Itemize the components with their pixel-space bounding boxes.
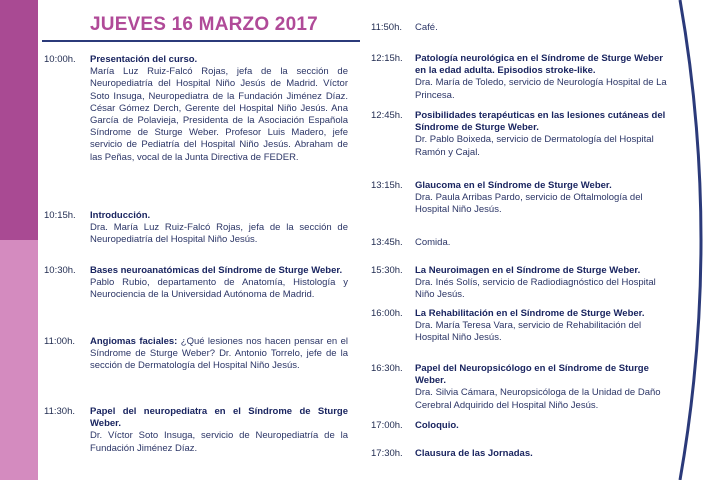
entry-title: Papel del neuropediatra en el Síndrome de Sturge Weber. (90, 406, 348, 430)
entry-description: Dra. Inés Solís, servicio de Radiodiagnóstico del Hospital Niño Jesús. (415, 277, 656, 301)
decorative-bar-top (0, 0, 38, 240)
entry-time: 12:15h. (371, 53, 403, 64)
entry-time: 16:00h. (371, 308, 403, 319)
entry-description: Dra. María Luz Ruiz-Falcó Rojas, jefa de la sección de Neuropediatría del Hospital Niño Jesús. (90, 222, 348, 246)
entry-title: Introducción. (90, 210, 151, 221)
entry-time: 10:30h. (44, 265, 76, 276)
entry-title: La Neuroimagen en el Síndrome de Sturge Weber. (415, 265, 641, 276)
entry-time: 13:45h. (371, 237, 403, 248)
entry-time: 11:50h. (371, 22, 402, 33)
entry-time: 11:30h. (44, 406, 75, 417)
entry-description: Dra. Silvia Cámara, Neuropsicóloga de la Unidad de Daño Cerebral Adquirido del Hospital Niño Jesús. (415, 387, 661, 411)
entry-time: 12:45h. (371, 110, 403, 121)
page-title: JUEVES 16 MARZO 2017 (90, 14, 318, 35)
entry-description: Dr. Pablo Boixeda, servicio de Dermatología del Hospital Ramón y Cajal. (415, 134, 654, 158)
entry-time: 10:00h. (44, 54, 76, 65)
entry-title: Bases neuroanatómicas del Síndrome de Sturge Weber. (90, 265, 343, 276)
entry-title: Clausura de las Jornadas. (415, 448, 533, 459)
entry-title: Patología neurológica en el Síndrome de Sturge Weber en la edad adulta. Episodios stroke-like. (415, 53, 663, 77)
entry-time: 16:30h. (371, 363, 403, 374)
entry-description: Dra. Paula Arribas Pardo, servicio de Oftalmología del Hospital Niño Jesús. (415, 192, 643, 216)
entry-title: Glaucoma en el Síndrome de Sturge Weber. (415, 180, 612, 191)
entry-description: María Luz Ruiz-Falcó Rojas, jefa de la sección de Neuropediatría del Hospital Niño Jesús de Madrid. Víctor Soto Insuga, Neuropediatra de la Fundación Jiménez Díaz. César Gómez Derch, Gerente del Hospital Niño Jesús. Ana García de Polavieja, Presidenta de la Asociación Española Síndrome de Sturge Weber. Profesor Luis Madero, jefe servicio de Pediatría del Hospital Niño Jesús. Abraham de las Peñas, vocal de la Junta Directiva de FEDER. (90, 66, 348, 163)
entry-title: Posibilidades terapéuticas en las lesiones cutáneas del Síndrome de Sturge Weber. (415, 110, 666, 134)
entry-title: Papel del Neuropsicólogo en el Síndrome de Sturge Weber. (415, 363, 649, 387)
entry-time: 11:00h. (44, 336, 75, 347)
entry-description: ¿Qué lesiones nos hacen pensar en el Síndrome de Sturge Weber? Dr. Antonio Torrelo, jefe de la sección de Dermatología del Hospital Niño Jesús. (90, 336, 348, 372)
entry-title: Coloquio. (415, 420, 459, 431)
entry-description: Pablo Rubio, departamento de Anatomía, Histología y Neurociencia de la Universidad Autónoma de Madrid. (90, 277, 348, 301)
entry-title: La Rehabilitación en el Síndrome de Sturge Weber. (415, 308, 645, 319)
entry-title: Presentación del curso. (90, 54, 198, 65)
entry-description: Comida. (415, 237, 451, 248)
entry-time: 10:15h. (44, 210, 76, 221)
entry-time: 15:30h. (371, 265, 403, 276)
title-divider (42, 40, 360, 42)
entry-description: Dra. María Teresa Vara, servicio de Rehabilitación del Hospital Niño Jesús. (415, 320, 642, 344)
entry-description: Dra. María de Toledo, servicio de Neurología Hospital de La Princesa. (415, 77, 667, 101)
entry-description: Café. (415, 22, 438, 33)
entry-title: Angiomas faciales: (90, 336, 178, 347)
entry-time: 13:15h. (371, 180, 403, 191)
decorative-bar-bottom (0, 240, 38, 480)
entry-description: Dr. Víctor Soto Insuga, servicio de Neuropediatría de la Fundación Jiménez Díaz. (90, 430, 348, 454)
entry-time: 17:30h. (371, 448, 403, 459)
entry-time: 17:00h. (371, 420, 403, 431)
